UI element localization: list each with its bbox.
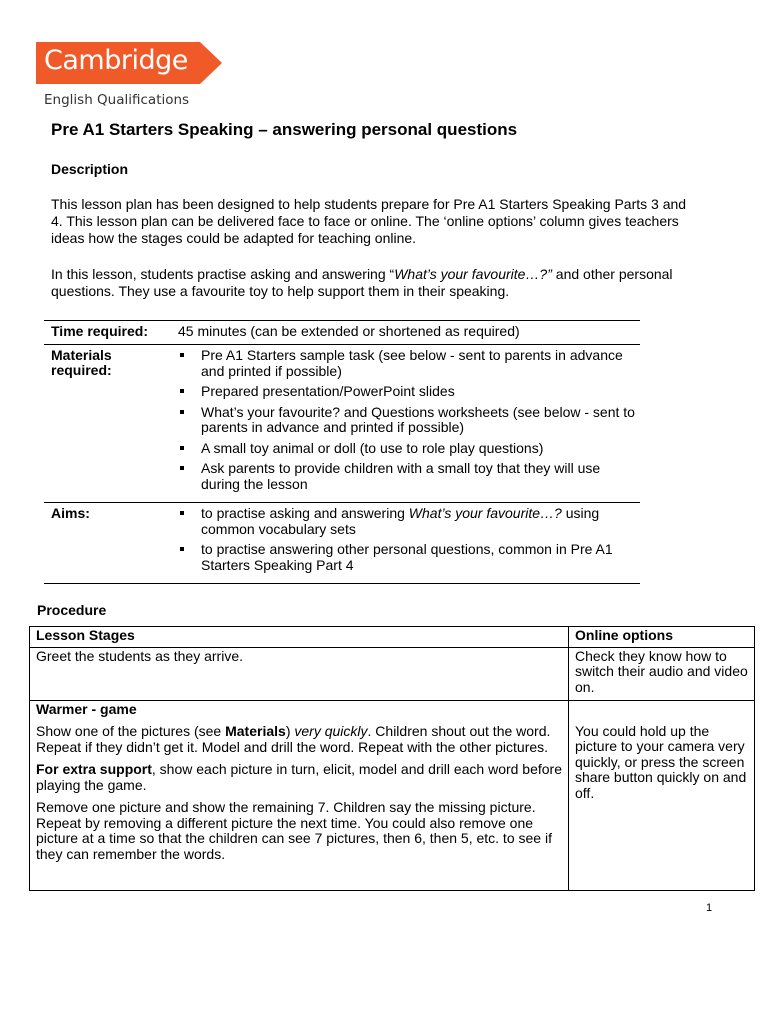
stage-paragraph-1: Show one of the pictures (see Materials) very quickly. Children shout out the word. Repeat if they didn’t get it. Model and drill the word. Repeat with the other pictures. — [36, 723, 551, 755]
time-row — [44, 321, 640, 345]
list-item: Pre A1 Starters sample task (see below - sent to parents in advance and printed if possible) — [178, 348, 640, 379]
logo-flag — [36, 42, 222, 84]
procedure-heading: Procedure — [37, 602, 107, 618]
stage-paragraph-3: Remove one picture and show the remaining 7. Children say the missing picture. Repeat by removing a different picture the next time. You could also remove one picture at a time so that the children can see 7 pictures, then 6, then 5, etc. to see if they can remember the words. — [36, 799, 552, 862]
list-item: to practise asking and answering What’s your favourite…? using common vocabulary sets — [178, 506, 640, 537]
list-item: A small toy animal or doll (to use to role play questions) — [178, 441, 640, 457]
online-option-text: You could hold up the picture to your camera very quickly, or press the screen share button quickly on and off. — [575, 722, 747, 801]
procedure-table — [29, 626, 755, 891]
materials-label: Materials required: — [44, 345, 161, 503]
column-header-lesson-stages: Lesson Stages — [30, 627, 569, 648]
list-item: Prepared presentation/PowerPoint slides — [178, 384, 640, 400]
list-item: Ask parents to provide children with a small toy that they will use during the lesson — [178, 461, 640, 492]
description-paragraph-1: This lesson plan has been designed to help students prepare for Pre A1 Starters Speaking Parts 3 and 4. This lesson plan can be delivered face to face or online. The ‘online options’ column gives teachers ideas how the stages could be adapted for teaching online. — [51, 196, 687, 246]
column-header-online-options: Online options — [569, 627, 755, 648]
table-header-row — [30, 627, 755, 648]
stage-cell: Greet the students as they arrive. — [30, 647, 569, 700]
materials-list — [161, 345, 640, 503]
description-heading: Description — [51, 161, 129, 177]
online-cell — [569, 700, 755, 890]
aims-list — [161, 503, 640, 584]
table-row — [30, 647, 755, 700]
list-item: What’s your favourite? and Questions worksheets (see below - sent to parents in advance and printed if possible) — [178, 405, 640, 436]
stage-cell — [30, 700, 569, 890]
time-label: Time required: — [44, 321, 161, 345]
materials-row — [44, 345, 640, 503]
stage-paragraph-2: For extra support, show each picture in turn, elicit, model and drill each word before playing the game. — [36, 761, 563, 793]
time-value: 45 minutes (can be extended or shortened as required) — [161, 321, 640, 345]
page-title: Pre A1 Starters Speaking – answering personal questions — [51, 120, 518, 139]
description-paragraph-2: In this lesson, students practise asking and answering “What’s your favourite…?” and other personal questions. They use a favourite toy to help support them in their speaking. — [51, 266, 673, 299]
aims-row — [44, 503, 640, 584]
stage-heading: Warmer - game — [36, 700, 137, 717]
logo-subtitle: English Qualifications — [44, 92, 190, 108]
lesson-info-table — [44, 320, 640, 584]
aims-label: Aims: — [44, 503, 161, 584]
list-item: to practise answering other personal questions, common in Pre A1 Starters Speaking Part 4 — [178, 542, 640, 573]
cambridge-logo — [36, 42, 222, 108]
table-row — [30, 700, 755, 890]
online-cell: Check they know how to switch their audio and video on. — [569, 647, 755, 700]
logo-name: Cambridge — [44, 45, 188, 76]
page-number: 1 — [706, 902, 713, 914]
